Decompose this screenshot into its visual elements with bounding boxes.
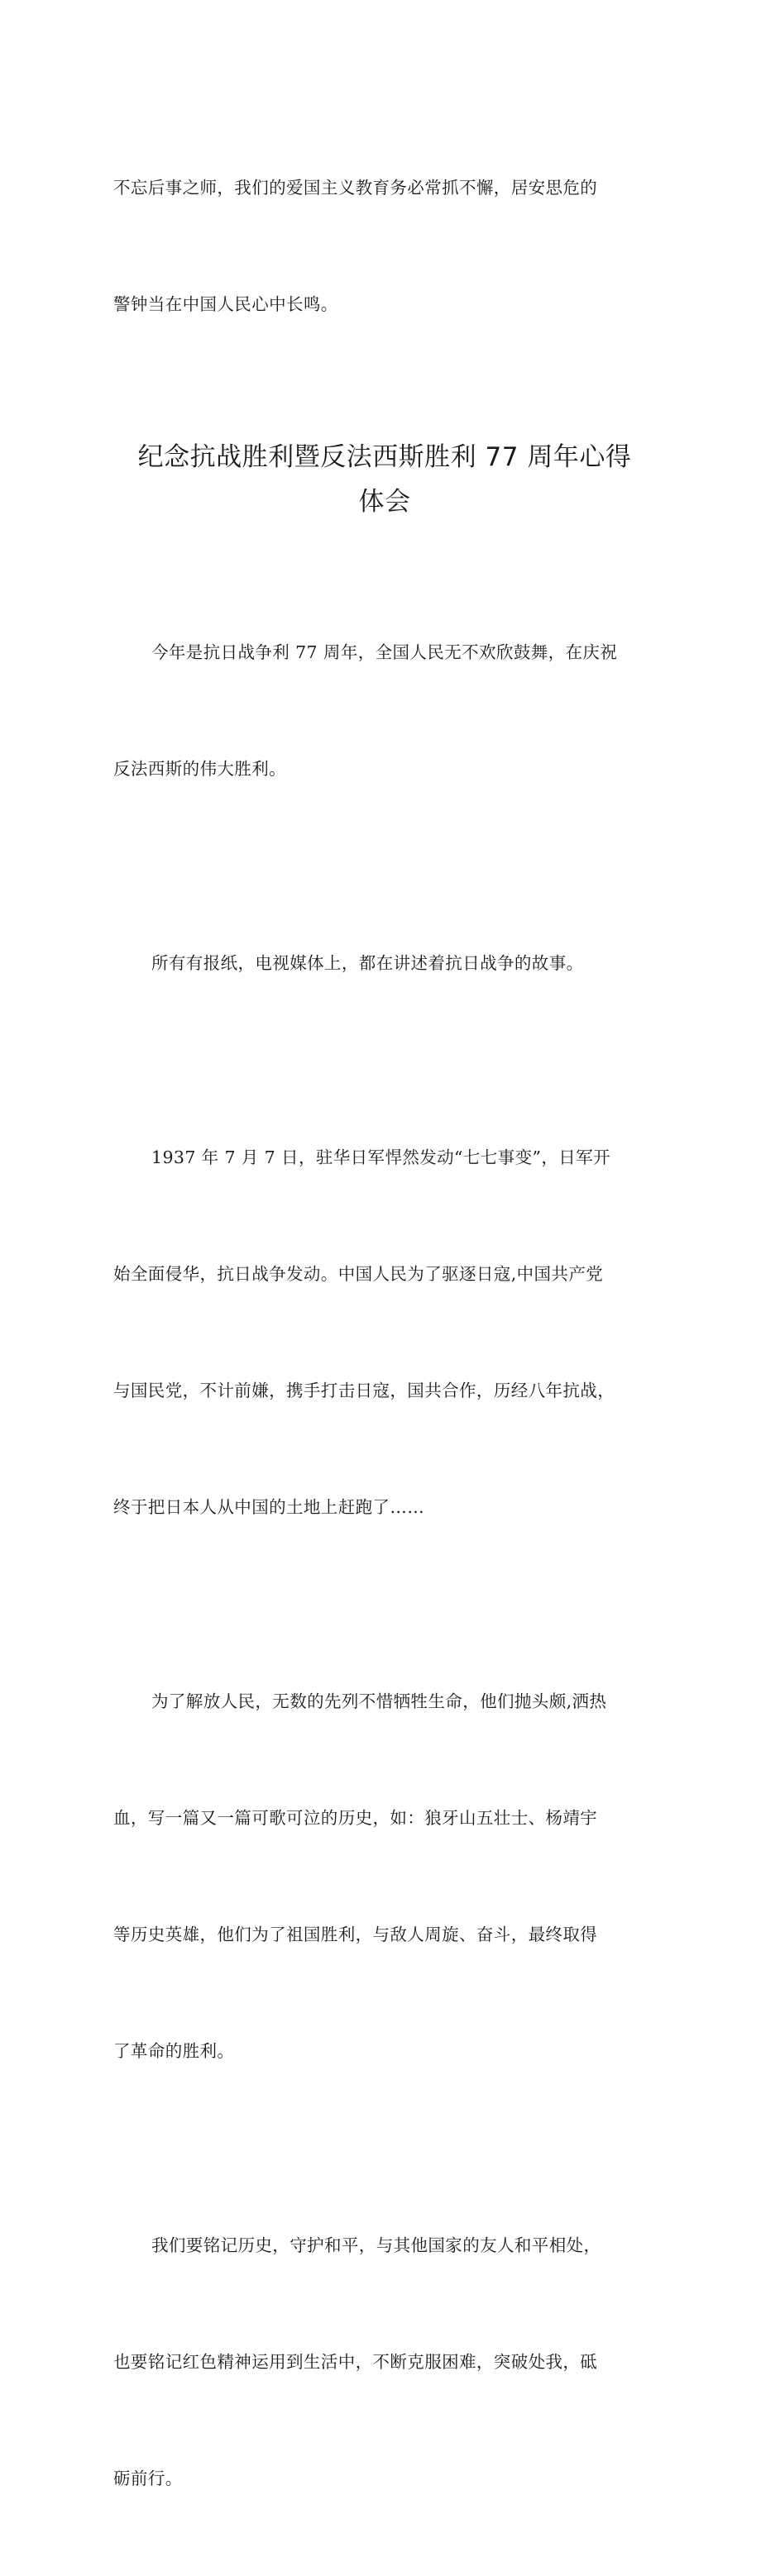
text-line: 始全面侵华，抗日战争发动。中国人民为了驱逐日寇,中国共产党 <box>113 1264 604 1284</box>
title-line: 纪念抗战胜利暨反法西斯胜利 77 周年心得 <box>137 442 632 472</box>
text-line: 警钟当在中国人民心中长鸣。 <box>113 294 338 314</box>
title-line: 体会 <box>358 487 411 517</box>
text-line: 为了解放人民，无数的先列不惜牺牲生命，他们抛头颇,洒热 <box>151 1691 607 1711</box>
article-title <box>113 435 656 524</box>
text-line: 1937 年 7 月 7 日，驻华日军悍然发动“七七事变”，日军开 <box>151 1147 610 1167</box>
text-line: 今年是抗日战争利 77 周年，全国人民无不欢欣鼓舞，在庆祝 <box>151 642 618 662</box>
body-paragraph <box>113 556 656 866</box>
document-page <box>113 91 656 2576</box>
text-line: 砺前行。 <box>113 2469 183 2488</box>
intro-paragraph <box>113 91 656 402</box>
text-line: 血，写一篇又一篇可歌可泣的历史，如：狼牙山五壮士、杨靖宇 <box>113 1808 598 1828</box>
body-paragraph <box>113 1605 656 2149</box>
text-line: 也要铭记红色精神运用到生活中，不断克服困难，突破处我，砥 <box>113 2352 598 2372</box>
body-paragraph <box>113 2149 656 2576</box>
text-line: 等历史英雄，他们为了祖国胜利，与敌人周旋、奋斗，最终取得 <box>113 1925 598 1944</box>
text-line: 终于把日本人从中国的土地上赶跑了…… <box>113 1497 425 1517</box>
text-line: 反法西斯的伟大胜利。 <box>113 759 286 779</box>
text-line: 所有有报纸，电视媒体上，都在讲述着抗日战争的故事。 <box>151 953 584 973</box>
body-paragraph <box>113 1061 656 1605</box>
text-line: 我们要铭记历史，守护和平，与其他国家的友人和平相处， <box>151 2235 601 2255</box>
text-line: 不忘后事之师，我们的爱国主义教育务必常抓不懈，居安思危的 <box>113 178 598 198</box>
text-line: 与国民党，不计前嫌，携手打击日寇，国共合作，历经八年抗战， <box>113 1381 615 1400</box>
body-paragraph <box>113 866 656 1061</box>
text-line: 了革命的胜利。 <box>113 2041 235 2061</box>
